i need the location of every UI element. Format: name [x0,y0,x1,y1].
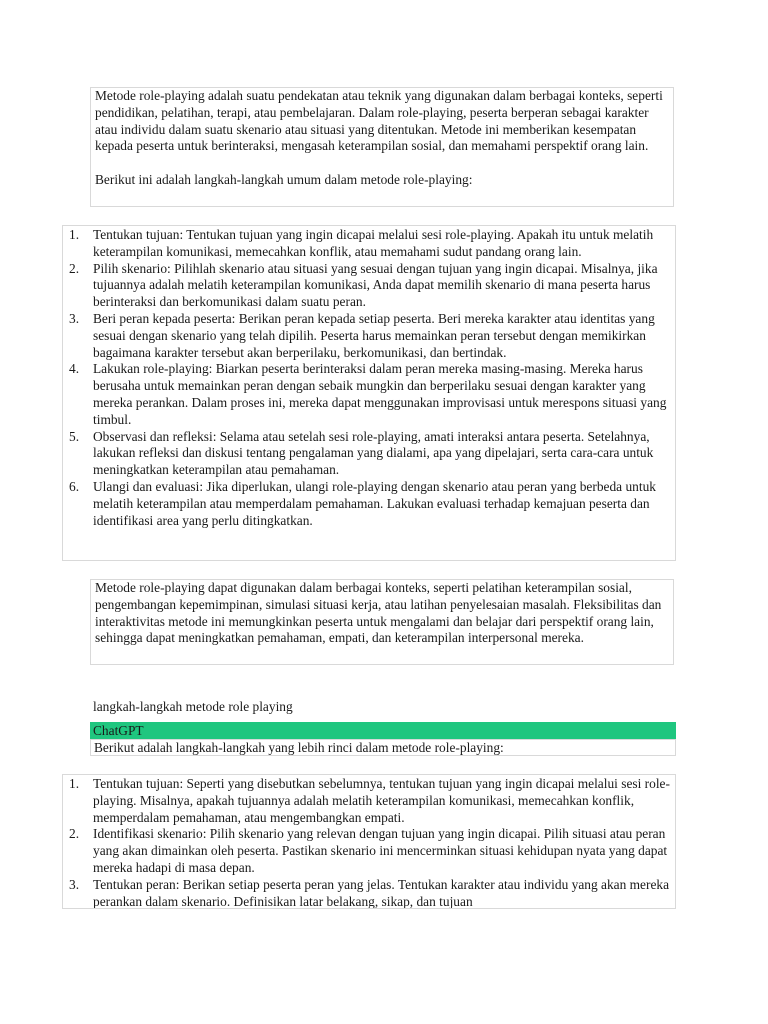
intro-text-box [90,87,674,207]
list-item-number: 1. [69,227,80,242]
list-item-text: Beri peran kepada peserta: Berikan peran kepada setiap peserta. Beri mereka karakter atau identitas yang sesuai dengan skenario yang telah dipilih. Peserta harus memainkan peran tersebut dengan memikirkan bagaimana karakter tersebut akan berperilaku, berkomunikasi, dan bertindak. [93,310,655,360]
general-steps-list [62,225,676,561]
list-item-number: 3. [69,310,80,326]
list-item-text: Observasi dan refleksi: Selama atau setelah sesi role-playing, amati interaksi antara peserta. Setelahnya, lakukan refleksi dan diskusi tentang pengalaman yang dialami, apa yang dipelajari, serta cara-cara untuk meningkatkan keterampilan atau pemahaman. [93,428,654,478]
list-item [63,227,675,261]
list-item-text: Identifikasi skenario: Pilih skenario yang relevan dengan tujuan yang ingin dicapai. Pilih situasi atau peran yang akan dimainkan oleh peserta. Pastikan skenario ini mencerminkan situasi kehidupan nyata yang dapat mereka hadapi di masa depan. [93,826,668,875]
list-item [63,429,675,479]
list-item-number: 3. [69,876,80,892]
list-item-number: 2. [69,260,80,276]
steps-lead-paragraph: Berikut ini adalah langkah-langkah umum dalam metode role-playing: [95,171,473,187]
list-item [63,877,675,909]
list-item-text: Lakukan role-playing: Biarkan peserta berinteraksi dalam peran mereka masing-masing. Mereka harus berusaha untuk memainkan peran dengan sebaik mungkin dan berperilaku sesuai dengan karakter yang mereka perankan. Dalam proses ini, mereka dapat menggunakan improvisasi untuk merespons situasi yang timbul. [93,361,667,427]
list-item [63,311,675,361]
list-item-text: Ulangi dan evaluasi: Jika diperlukan, ulangi role-playing dengan skenario atau peran yang berbeda untuk melatih keterampilan atau memperdalam pemahaman. Lakukan evaluasi terhadap kemajuan peserta dan identifikasi area yang perlu ditingkatkan. [93,478,656,528]
list-item-number: 4. [69,361,80,377]
list-item [63,479,675,529]
intro-paragraph: Metode role-playing adalah suatu pendekatan atau teknik yang digunakan dalam berbagai konteks, seperti pendidikan, pelatihan, terapi, atau pembelajaran. Dalam role-playing, peserta berperan sebagai karakter atau individu dalam suatu skenario atau situasi yang ditentukan. Metode ini memberikan kesempatan kepada peserta untuk berinteraksi, mengasah keterampilan sosial, dan memahami perspektif orang lain. [95,88,663,154]
list-item-number: 1. [69,776,80,791]
summary-text-box [90,579,674,665]
list-item [63,361,675,428]
list-item-text: Tentukan peran: Berikan setiap peserta peran yang jelas. Tentukan karakter atau individu yang akan mereka perankan dalam skenario. Definisikan latar belakang, sikap, dan tujuan [93,876,670,909]
list-item-number: 5. [69,428,80,444]
detailed-steps-list [62,774,676,909]
list-item-text: Tentukan tujuan: Seperti yang disebutkan sebelumnya, tentukan tujuan yang ingin dicapai melalui sesi role-playing. Misalnya, apakah tujuannya adalah melatih keterampilan komunikasi, memecahkan konflik, memperdalam pemahaman, atau mengembangkan empati. [93,776,670,825]
chatgpt-banner: ChatGPT [90,722,676,739]
list-item [63,826,675,876]
list-item-number: 2. [69,826,80,842]
list-item-text: Pilih skenario: Pilihlah skenario atau situasi yang sesuai dengan tujuan yang ingin dicapai. Misalnya, jika tujuannya adalah melatih keterampilan komunikasi, Anda dapat memilih skenario di mana peserta harus berinteraksi dan berkomunikasi dalam suatu peran. [93,260,658,310]
summary-paragraph: Metode role-playing dapat digunakan dalam berbagai konteks, seperti pelatihan keterampilan sosial, pengembangan kepemimpinan, simulasi situasi kerja, atau latihan penyelesaian masalah. Fleksibilitas dan interaktivitas metode ini memungkinkan peserta untuk mengalami dan belajar dari perspektif orang lain, sehingga dapat meningkatkan pemahaman, empati, dan keterampilan interpersonal mereka. [95,580,662,646]
prompt-heading: langkah-langkah metode role playing [93,699,293,714]
list-item [63,261,675,311]
list-item-text: Tentukan tujuan: Tentukan tujuan yang ingin dicapai melalui sesi role-playing. Apakah itu untuk melatih keterampilan komunikasi, memecahkan konflik, atau memahami sudut pandang orang lain. [93,227,654,259]
list-item-number: 6. [69,478,80,494]
list-item [63,776,675,826]
detailed-steps-intro: Berikut adalah langkah-langkah yang lebih rinci dalam metode role-playing: [90,739,676,756]
